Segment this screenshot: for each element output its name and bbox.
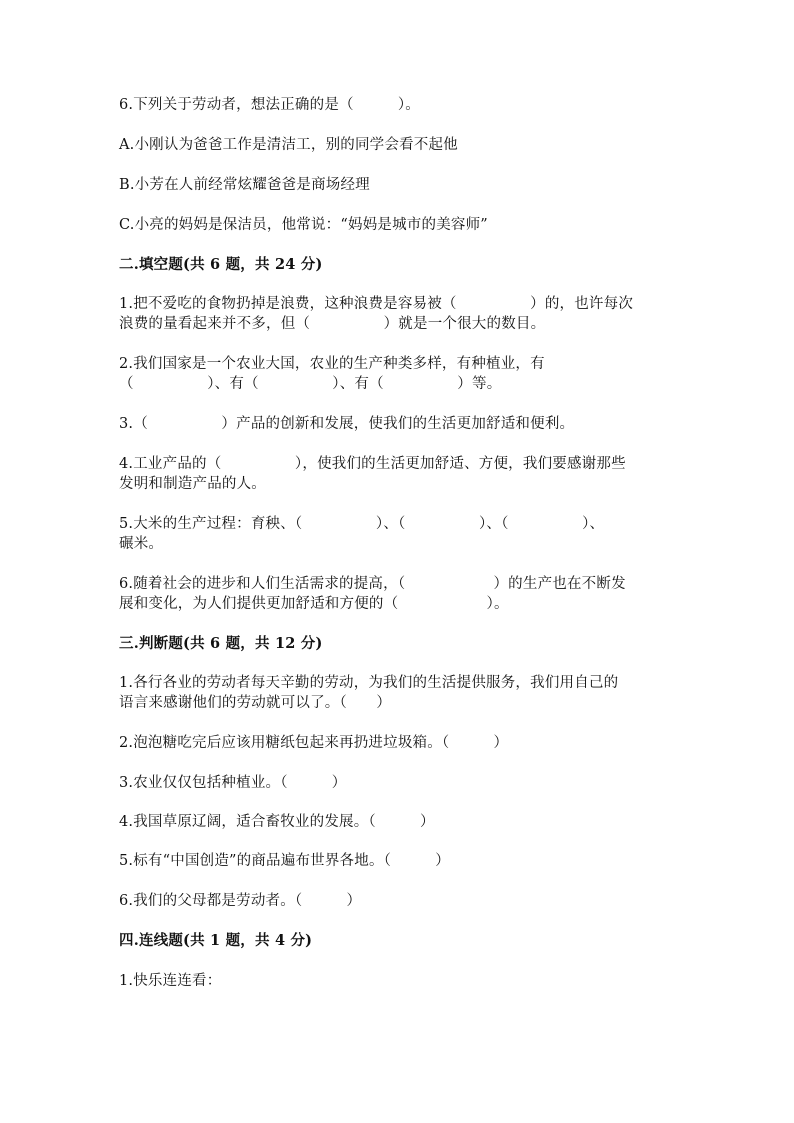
judge-question-6: 6.我们的父母都是劳动者。（ ） bbox=[119, 893, 362, 909]
judge-question-1-line-1: 1.各行各业的劳动者每天辛勤的劳动，为我们的生活提供服务，我们用自己的 bbox=[119, 675, 619, 691]
fill-question-6-line-1: 6.随着社会的进步和人们生活需求的提高，（ ）的生产也在不断发 bbox=[119, 576, 626, 592]
judge-question-1-line-2: 语言来感谢他们的劳动就可以了。（ ） bbox=[119, 695, 392, 711]
fill-question-2-line-1: 2.我们国家是一个农业大国，农业的生产种类多样，有种植业，有 bbox=[119, 356, 545, 372]
fill-question-1-line-1: 1.把不爱吃的食物扔掉是浪费，这种浪费是容易被（ ）的，也许每次 bbox=[119, 296, 634, 312]
section-heading-fill-blank: 二.填空题(共 6 题，共 24 分) bbox=[119, 256, 323, 273]
fill-question-4-line-2: 发明和制造产品的人。 bbox=[119, 476, 266, 492]
judge-question-2: 2.泡泡糖吃完后应该用糖纸包起来再扔进垃圾箱。（ ） bbox=[119, 735, 509, 751]
fill-question-4-line-1: 4.工业产品的（ ），使我们的生活更加舒适、方便，我们要感谢那些 bbox=[119, 456, 626, 472]
option-a: A.小刚认为爸爸工作是清洁工，别的同学会看不起他 bbox=[119, 137, 458, 153]
judge-question-4: 4.我国草原辽阔，适合畜牧业的发展。（ ） bbox=[119, 814, 435, 830]
fill-question-5-line-1: 5.大米的生产过程：育秧、（ ）、（ ）、（ ）、 bbox=[119, 516, 605, 532]
option-c: C.小亮的妈妈是保洁员，他常说：“妈妈是城市的美容师” bbox=[119, 217, 488, 233]
section-heading-true-false: 三.判断题(共 6 题，共 12 分) bbox=[119, 635, 323, 652]
judge-question-5: 5.标有“中国创造”的商品遍布世界各地。（ ） bbox=[119, 853, 450, 869]
matching-question-1: 1.快乐连连看： bbox=[119, 973, 222, 989]
fill-question-2-line-2: （ ）、有（ ）、有（ ）等。 bbox=[119, 376, 502, 392]
fill-question-1-line-2: 浪费的量看起来并不多，但（ ）就是一个很大的数目。 bbox=[119, 316, 546, 332]
fill-question-6-line-2: 展和变化，为人们提供更加舒适和方便的（ ）。 bbox=[119, 596, 509, 612]
option-b: B.小芳在人前经常炫耀爸爸是商场经理 bbox=[119, 177, 370, 193]
fill-question-3: 3.（ ）产品的创新和发展，使我们的生活更加舒适和便利。 bbox=[119, 416, 575, 432]
question-mc-6: 6.下列关于劳动者，想法正确的是（ ）。 bbox=[119, 97, 420, 113]
section-heading-matching: 四.连线题(共 1 题，共 4 分) bbox=[119, 932, 313, 949]
judge-question-3: 3.农业仅仅包括种植业。（ ） bbox=[119, 775, 347, 791]
fill-question-5-line-2: 碾米。 bbox=[119, 536, 164, 552]
